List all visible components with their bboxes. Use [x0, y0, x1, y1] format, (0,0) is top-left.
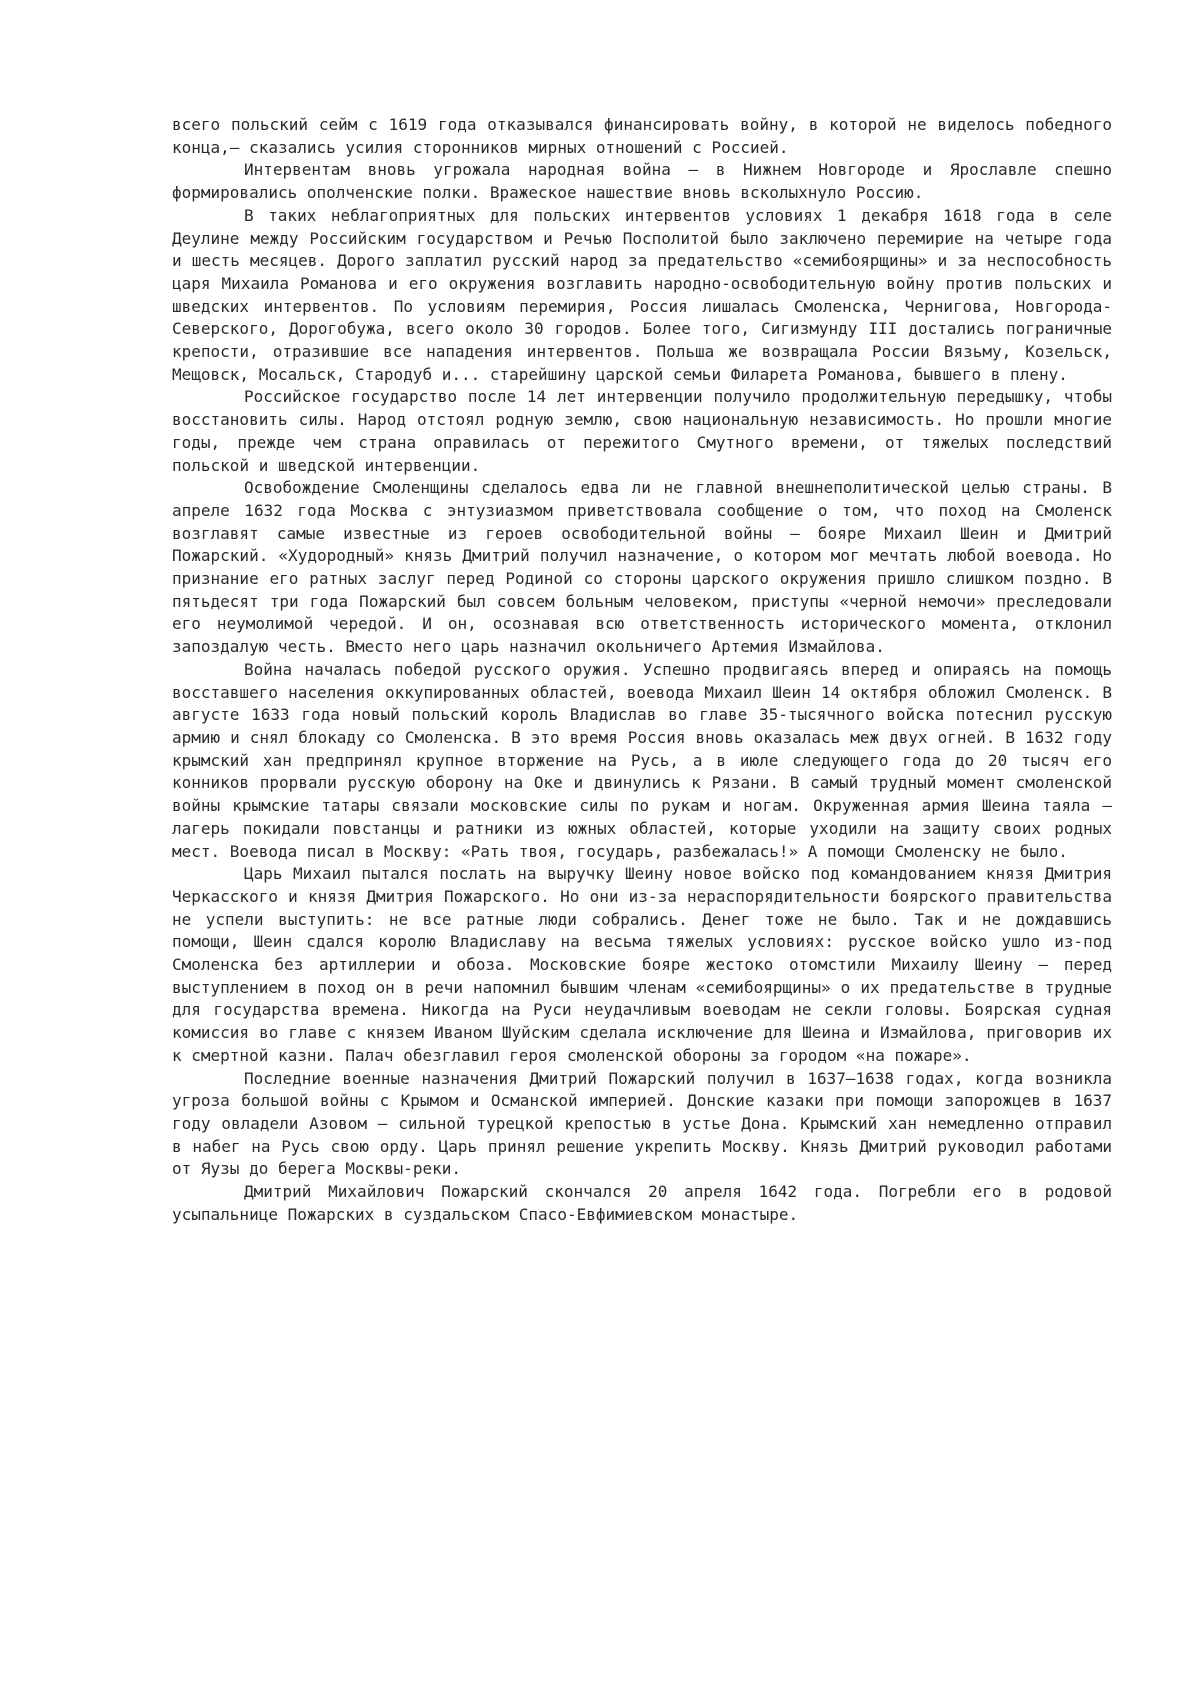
paragraph: Российское государство после 14 лет интервенции получило продолжительную передышку, чтобы восстановить силы. Народ отстоял родную землю, свою национальную независимость. Но прошли многие годы, прежде чем страна оправилась от пережитого Смутного времени, от тяжелых последствий польской и шведской интервенции.	[172, 387, 1112, 475]
paragraph: Последние военные назначения Дмитрий Пожарский получил в 1637—1638 годах, когда возникла угроза большой войны с Крымом и Османской империей. Донские казаки при помощи запорожцев в 1637 году овладели Азовом — сильной турецкой крепостью в устье Дона. Крымский хан немедленно отправил в набег на Русь свою орду. Царь принял решение укрепить Москву. Князь Дмитрий руководил работами от Яузы до берега Москвы-реки.	[172, 1068, 1112, 1179]
paragraph: Освобождение Смоленщины сделалось едва ли не главной внешнеполитической целью страны. В апреле 1632 года Москва с энтузиазмом приветствовала сообщение о том, что поход на Смоленск возглавят самые известные из героев освободительной войны — бояре Михаил Шеин и Дмитрий Пожарский. «Худородный» князь Дмитрий получил назначение, о котором мог мечтать любой воевода. Но признание его ратных заслуг перед Родиной со стороны царского окружения пришло слишком поздно. В пятьдесят три года Пожарский был совсем больным человеком, приступы «черной немочи» преследовали его неумолимой чередой. И он, осознавая всю ответственность исторического момента, отклонил запоздалую честь. Вместо него царь назначил окольничего Артемия Измайлова.	[172, 478, 1112, 657]
document-page	[172, 114, 1112, 1226]
paragraph: Интервентам вновь угрожала народная война — в Нижнем Новгороде и Ярославле спешно формировались ополченские полки. Вражеское нашествие вновь всколыхнуло Россию.	[172, 160, 1112, 203]
paragraph: Война началась победой русского оружия. Успешно продвигаясь вперед и опираясь на помощь восставшего населения оккупированных областей, воевода Михаил Шеин 14 октября обложил Смоленск. В августе 1633 года новый польский король Владислав во главе 35-тысячного войска потеснил русскую армию и снял блокаду со Смоленска. В это время Россия вновь оказалась меж двух огней. В 1632 году крымский хан предпринял крупное вторжение на Русь, а в июле следующего года до 20 тысяч его конников прорвали русскую оборону на Оке и двинулись к Рязани. В самый трудный момент смоленской войны крымские татары связали московские силы по рукам и ногам. Окруженная армия Шеина таяла — лагерь покидали повстанцы и ратники из южных областей, которые уходили на защиту своих родных мест. Воевода писал в Москву: «Рать твоя, государь, разбежалась!» А помощи Смоленску не было.	[172, 659, 1112, 861]
paragraph: Царь Михаил пытался послать на выручку Шеину новое войско под командованием князя Дмитрия Черкасского и князя Дмитрия Пожарского. Но они из-за нераспорядительности боярского правительства не успели выступить: не все ратные люди собрались. Денег тоже не было. Так и не дождавшись помощи, Шеин сдался королю Владиславу на весьма тяжелых условиях: русское войско ушло из-под Смоленска без артиллерии и обоза. Московские бояре жестоко отомстили Михаилу Шеину — перед выступлением в поход он в речи напомнил бывшим членам «семибоярщины» о их предательстве в трудные для государства времена. Никогда на Руси неудачливым воеводам не секли головы. Боярская судная комиссия во главе с князем Иваном Шуйским сделала исключение для Шеина и Измайлова, приговорив их к смертной казни. Палач обезглавил героя смоленской обороны за городом «на пожаре».	[172, 864, 1112, 1065]
paragraph: всего польский сейм с 1619 года отказывался финансировать войну, в которой не виделось победного конца,— сказались усилия сторонников мирных отношений с Россией.	[172, 115, 1112, 157]
paragraph: В таких неблагоприятных для польских интервентов условиях 1 декабря 1618 года в селе Деулине между Российским государством и Речью Посполитой было заключено перемирие на четыре года и шесть месяцев. Дорого заплатил русский народ за предательство «семибоярщины» и за неспособность царя Михаила Романова и его окружения возглавить народно-освободительную войну против польских и шведских интервентов. По условиям перемирия, Россия лишалась Смоленска, Чернигова, Новгорода-Северского, Дорогобужа, всего около 30 городов. Более того, Сигизмунду III достались пограничные крепости, отразившие все нападения интервентов. Польша же возвращала России Вязьму, Козельск, Мещовск, Мосальск, Стародуб и... старейшину царской семьи Филарета Романова, бывшего в плену.	[172, 205, 1112, 384]
paragraph: Дмитрий Михайлович Пожарский скончался 20 апреля 1642 года. Погребли его в родовой усыпальнице Пожарских в суздальском Спасо-Евфимиевском монастыре.	[172, 1182, 1112, 1224]
